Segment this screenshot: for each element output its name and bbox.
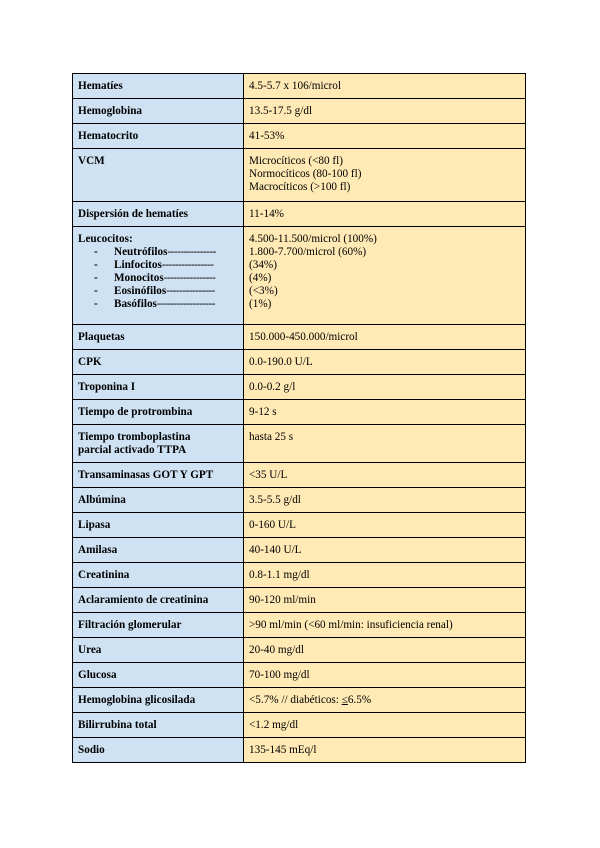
reference-value: (4%) [249,272,272,284]
reference-value: <1.2 mg/dl [249,719,299,731]
parameter-name: Dispersión de hematíes [78,208,189,220]
reference-value: hasta 25 s [249,431,294,443]
parameter-cell [73,149,244,202]
subitem-leader: --------------- [167,246,216,258]
parameter-name: Plaquetas [78,331,125,343]
reference-value: 150.000-450.000/microl [249,331,358,343]
table-row [73,513,526,538]
reference-value: (<3%) [249,285,278,297]
subitem [78,285,239,298]
table-row [73,463,526,488]
subitem-name: Eosinófilos [114,285,167,297]
table-row [73,149,526,202]
lte-symbol: ≤ [341,694,348,706]
parameter-name: Hemoglobina glicosilada [78,694,196,706]
table-row [73,563,526,588]
subitem-name: Linfocitos [114,259,162,271]
parameter-name: Hematocrito [78,130,139,142]
table-row [73,202,526,227]
value-cell [244,713,526,738]
table-row [73,488,526,513]
parameter-name: VCM [78,155,105,167]
table-row [73,375,526,400]
parameter-name: CPK [78,356,102,368]
subitem-dash: - [94,272,98,284]
reference-value [249,694,521,707]
parameter-cell [73,99,244,124]
parameter-cell [73,74,244,99]
table-row [73,663,526,688]
reference-value: <35 U/L [249,469,288,481]
value-cell [244,538,526,563]
reference-value: 9-12 s [249,406,277,418]
table-row [73,99,526,124]
table-row [73,400,526,425]
value-cell [244,638,526,663]
parameter-cell [73,400,244,425]
value-cell [244,400,526,425]
subitem-leader: ---------------- [163,272,216,284]
subitem-dash: - [94,298,98,310]
table-row [73,425,526,463]
parameter-cell [73,227,244,325]
reference-value: 41-53% [249,130,285,142]
subitem-dash: - [94,259,98,271]
reference-value: Normocíticos (80-100 fl) [249,168,362,180]
table-row [73,713,526,738]
table-body [73,74,526,763]
table-row [73,538,526,563]
reference-value: 1.800-7.700/microl (60%) [249,246,367,258]
parameter-name: Sodio [78,744,105,756]
value-cell [244,488,526,513]
reference-value: 90-120 ml/min [249,594,316,606]
parameter-cell [73,738,244,763]
subitem [78,272,239,285]
parameter-name: Lipasa [78,519,111,531]
subitem-name: Monocitos [114,272,164,284]
parameter-name: Hemoglobina [78,105,143,117]
parameter-name-line: Tiempo tromboplastina [78,431,191,443]
reference-value: 0.8-1.1 mg/dl [249,569,310,581]
table-row [73,325,526,350]
parameter-cell [73,375,244,400]
parameter-cell [73,425,244,463]
parameter-name: Amilasa [78,544,118,556]
parameter-cell [73,463,244,488]
value-cell [244,202,526,227]
value-cell [244,663,526,688]
parameter-name: Leucocitos: [78,233,133,245]
reference-value: 135-145 mEq/l [249,744,317,756]
value-cell [244,513,526,538]
value-cell [244,227,526,325]
table-row [73,350,526,375]
table-row [73,124,526,149]
parameter-cell [73,124,244,149]
value-cell [244,99,526,124]
reference-value: Microcíticos (<80 fl) [249,155,343,167]
reference-value: 4.500-11.500/microl (100%) [249,233,377,245]
value-cell [244,563,526,588]
reference-value: Macrocíticos (>100 fl) [249,181,351,193]
table-row [73,738,526,763]
value-cell [244,613,526,638]
parameter-name: Aclaramiento de creatinina [78,594,209,606]
value-cell [244,375,526,400]
reference-value: 40-140 U/L [249,544,302,556]
value-cell [244,463,526,488]
parameter-cell [73,688,244,713]
parameter-cell [73,613,244,638]
parameter-cell [73,202,244,227]
value-cell [244,124,526,149]
subitem-leader: --------------- [166,285,215,297]
reference-value-part: 6.5% [347,694,372,706]
reference-value: 3.5-5.5 g/dl [249,494,301,506]
value-cell [244,149,526,202]
subitem-dash: - [94,246,98,258]
parameter-cell [73,325,244,350]
reference-value: 0.0-190.0 U/L [249,356,313,368]
parameter-name-line: parcial activado TTPA [78,444,187,456]
subitem-name: Basófilos [114,298,157,310]
reference-value: >90 ml/min (<60 ml/min: insuficiencia renal) [249,619,453,631]
subitem [78,259,239,272]
subitem [78,298,239,311]
table-row [73,688,526,713]
parameter-name: Transaminasas GOT Y GPT [78,469,214,481]
table-row [73,588,526,613]
table-row [73,74,526,99]
reference-value: 70-100 mg/dl [249,669,310,681]
parameter-name: Creatinina [78,569,130,581]
reference-value: (34%) [249,259,277,271]
reference-value-part: <5.7% // diabéticos: [249,694,342,706]
value-cell [244,588,526,613]
value-cell [244,688,526,713]
value-cell [244,425,526,463]
reference-value: 20-40 mg/dl [249,644,305,656]
subitem [78,246,239,259]
parameter-name: Bilirrubina total [78,719,157,731]
parameter-name: Hematíes [78,80,123,92]
reference-value: 4.5-5.7 x 106/microl [249,80,341,92]
parameter-cell [73,488,244,513]
parameter-name: Albúmina [78,494,126,506]
subitem-dash: - [94,285,98,297]
subitem-leader: ------------------ [156,298,215,310]
parameter-cell [73,663,244,688]
table-row [73,227,526,325]
parameter-cell [73,563,244,588]
parameter-name: Tiempo de protrombina [78,406,193,418]
reference-value: 11-14% [249,208,285,220]
parameter-name: Urea [78,644,102,656]
reference-value: 13.5-17.5 g/dl [249,105,313,117]
parameter-cell [73,638,244,663]
value-cell [244,325,526,350]
parameter-cell [73,588,244,613]
parameter-name: Glucosa [78,669,117,681]
reference-value: (1%) [249,298,272,310]
parameter-cell [73,350,244,375]
reference-value: 0-160 U/L [249,519,296,531]
parameter-cell [73,538,244,563]
reference-value: 0.0-0.2 g/l [249,381,296,393]
table-row [73,613,526,638]
parameter-cell [73,513,244,538]
subitem-name: Neutrófilos [114,246,168,258]
parameter-name: Troponina I [78,381,136,393]
table-row [73,638,526,663]
value-cell [244,74,526,99]
subitem-leader: ---------------- [161,259,214,271]
parameter-name: Filtración glomerular [78,619,182,631]
reference-values-table [72,73,526,763]
parameter-cell [73,713,244,738]
value-cell [244,738,526,763]
value-cell [244,350,526,375]
